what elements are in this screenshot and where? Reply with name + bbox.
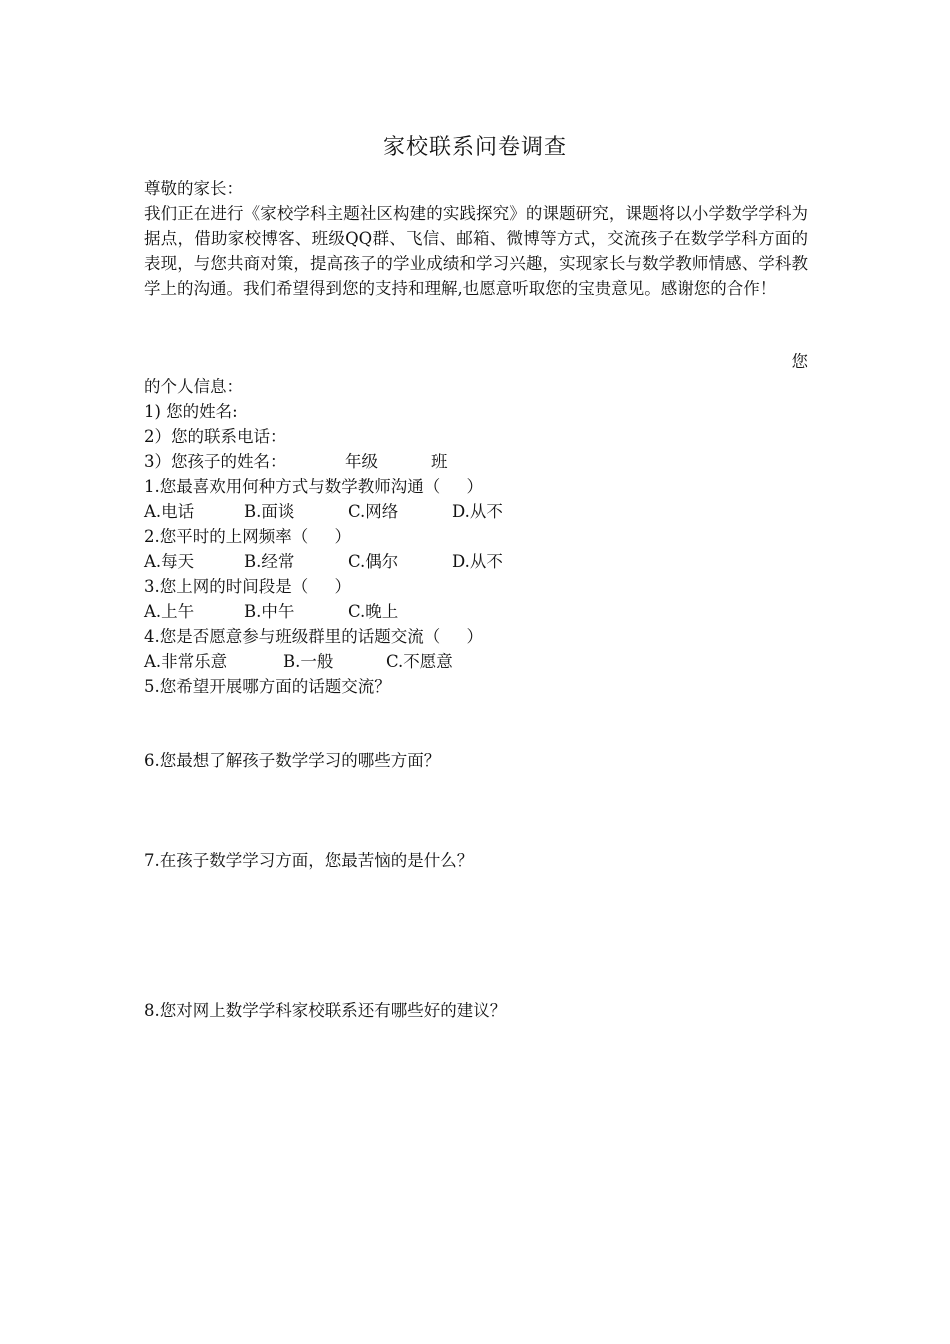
question-5: 5.您希望开展哪方面的话题交流？	[144, 677, 391, 696]
option: B.中午	[244, 602, 295, 621]
option: A.每天	[144, 552, 195, 571]
question-2: 2.您平时的上网频率（ ）	[144, 527, 351, 546]
question-3: 3.您上网的时间段是（ ）	[144, 577, 351, 596]
question-8: 8.您对网上数学学科家校联系还有哪些好的建议？	[144, 1001, 507, 1020]
personal-info-heading: 的个人信息：	[144, 377, 243, 396]
option: C.不愿意	[386, 652, 453, 671]
question-3-options	[144, 599, 398, 624]
child-name-field: 3）您孩子的姓名：	[144, 452, 287, 471]
document-title: 家校联系问卷调查	[382, 135, 567, 160]
question-1-options	[144, 499, 503, 524]
option: C.晚上	[348, 602, 399, 621]
question-1: 1.您最喜欢用何种方式与数学教师沟通（ ）	[144, 477, 483, 496]
personal-info-lead: 您	[791, 352, 808, 371]
question-7: 7.在孩子数学学习方面，您最苦恼的是什么？	[144, 851, 474, 870]
question-2-options	[144, 549, 503, 574]
option: A.非常乐意	[144, 652, 228, 671]
grade-field: 年级	[345, 452, 378, 471]
option: C.网络	[348, 502, 399, 521]
option: C.偶尔	[348, 552, 399, 571]
option: B.一般	[283, 652, 334, 671]
option: B.面谈	[244, 502, 295, 521]
class-field: 班	[431, 452, 448, 471]
intro-paragraph: 我们正在进行《家校学科主题社区构建的实践探究》的课题研究，课题将以小学数学学科为据点，借助家校博客、班级QQ群、飞信、邮箱、微博等方式，交流孩子在数学学科方面的表现，与您共商对策，提高孩子的学业成绩和学习兴趣，实现家长与数学教师情感、学科教学上的沟通。我们希望得到您的支持和理解,也愿意听取您的宝贵意见。感谢您的合作！	[144, 204, 808, 298]
question-4: 4.您是否愿意参与班级群里的话题交流（ ）	[144, 627, 483, 646]
question-4-options	[144, 649, 453, 674]
option: B.经常	[244, 552, 295, 571]
option: D.从不	[452, 502, 503, 521]
parent-name-field: 1) 您的姓名:	[144, 402, 238, 421]
option: A.电话	[144, 502, 195, 521]
salutation: 尊敬的家长：	[144, 179, 243, 198]
phone-field: 2）您的联系电话：	[144, 427, 287, 446]
option: A.上午	[144, 602, 195, 621]
option: D.从不	[452, 552, 503, 571]
question-6: 6.您最想了解孩子数学学习的哪些方面？	[144, 751, 441, 770]
